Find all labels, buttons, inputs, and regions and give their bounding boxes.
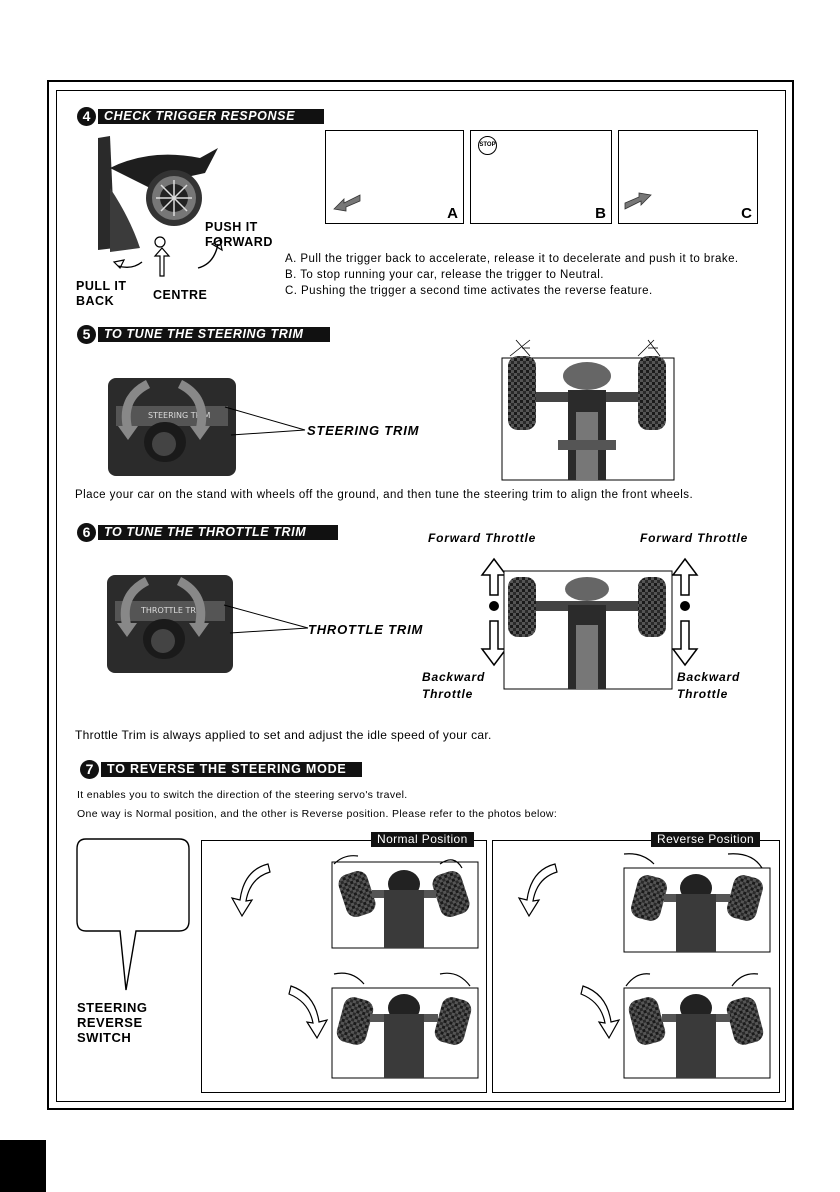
svg-text:THROTTLE TRIM: THROTTLE TRIM bbox=[141, 606, 206, 615]
section-5-title: TO TUNE THE STEERING TRIM bbox=[98, 327, 330, 342]
reverse-car-photo-bottom bbox=[622, 968, 772, 1080]
reverse-left-arrow-icon bbox=[515, 860, 565, 920]
pull-arrow-icon bbox=[332, 193, 362, 213]
steering-trim-knob-photo bbox=[108, 378, 238, 478]
steering-trim-label: STEERING TRIM bbox=[307, 423, 420, 438]
car-front-view-photo bbox=[502, 340, 674, 480]
reverse-position-tag: Reverse Position bbox=[651, 832, 760, 847]
push-forward-label: PUSH IT FORWARD bbox=[205, 220, 273, 249]
push-arrow-icon bbox=[623, 193, 653, 213]
trigger-box-b bbox=[470, 130, 612, 224]
section-7-title: TO REVERSE THE STEERING MODE bbox=[101, 762, 362, 777]
throttle-trim-label: THROTTLE TRIM bbox=[308, 622, 424, 637]
section-5-number: 5 bbox=[77, 325, 96, 344]
forward-throttle-right-label: Forward Throttle bbox=[640, 531, 749, 545]
section-4-title: CHECK TRIGGER RESPONSE bbox=[98, 109, 324, 124]
svg-text:STEERING TRIM: STEERING TRIM bbox=[148, 411, 211, 420]
instruction-c: C. Pushing the trigger a second time activates the reverse feature. bbox=[285, 285, 653, 297]
normal-right-arrow-icon bbox=[283, 982, 333, 1042]
throttle-arrows-right-icon bbox=[671, 557, 699, 669]
normal-car-photo-bottom bbox=[330, 968, 480, 1080]
pull-back-label: PULL IT BACK bbox=[76, 279, 127, 308]
steering-trim-description: Place your car on the stand with wheels off the ground, and then tune the steering trim to align the front wheels. bbox=[75, 489, 694, 501]
normal-position-tag: Normal Position bbox=[371, 832, 474, 847]
steering-trim-pointer bbox=[225, 405, 305, 440]
section-4-number: 4 bbox=[77, 107, 96, 126]
reverse-right-arrow-icon bbox=[575, 982, 625, 1042]
reverse-car-photo-top bbox=[622, 850, 772, 954]
box-letter-c: C bbox=[741, 205, 752, 222]
box-letter-a: A bbox=[447, 205, 458, 222]
forward-throttle-left-label: Forward Throttle bbox=[428, 531, 537, 545]
section-6-title: TO TUNE THE THROTTLE TRIM bbox=[98, 525, 338, 540]
reverse-description-line-1: It enables you to switch the direction of the steering servo's travel. bbox=[77, 789, 408, 801]
section-6-number: 6 bbox=[77, 523, 96, 542]
throttle-trim-description: Throttle Trim is always applied to set and adjust the idle speed of your car. bbox=[75, 728, 492, 742]
instruction-b: B. To stop running your car, release the trigger to Neutral. bbox=[285, 269, 604, 281]
normal-left-arrow-icon bbox=[228, 860, 278, 920]
steering-reverse-switch-label: STEERING REVERSE SWITCH bbox=[77, 1000, 148, 1045]
box-letter-b: B bbox=[595, 205, 606, 222]
trigger-box-c bbox=[618, 130, 758, 224]
backward-throttle-right-label: Backward Throttle bbox=[677, 670, 741, 701]
throttle-trim-knob-photo bbox=[107, 575, 237, 675]
throttle-trim-pointer bbox=[224, 603, 308, 638]
steering-reverse-switch-callout bbox=[76, 838, 192, 998]
centre-label: CENTRE bbox=[153, 288, 208, 302]
backward-throttle-left-label: Backward Throttle bbox=[422, 670, 486, 701]
reverse-description-line-2: One way is Normal position, and the other is Reverse position. Please refer to the photos below: bbox=[77, 808, 558, 820]
normal-car-photo-top bbox=[330, 850, 480, 950]
section-7-number: 7 bbox=[80, 760, 99, 779]
page-corner-tab bbox=[0, 1140, 46, 1192]
instruction-a: A. Pull the trigger back to accelerate, release it to decelerate and push it to brake. bbox=[285, 253, 739, 265]
car-front-view-throttle-photo bbox=[504, 571, 672, 689]
trigger-box-a bbox=[325, 130, 464, 224]
stop-icon: STOP bbox=[478, 136, 497, 155]
